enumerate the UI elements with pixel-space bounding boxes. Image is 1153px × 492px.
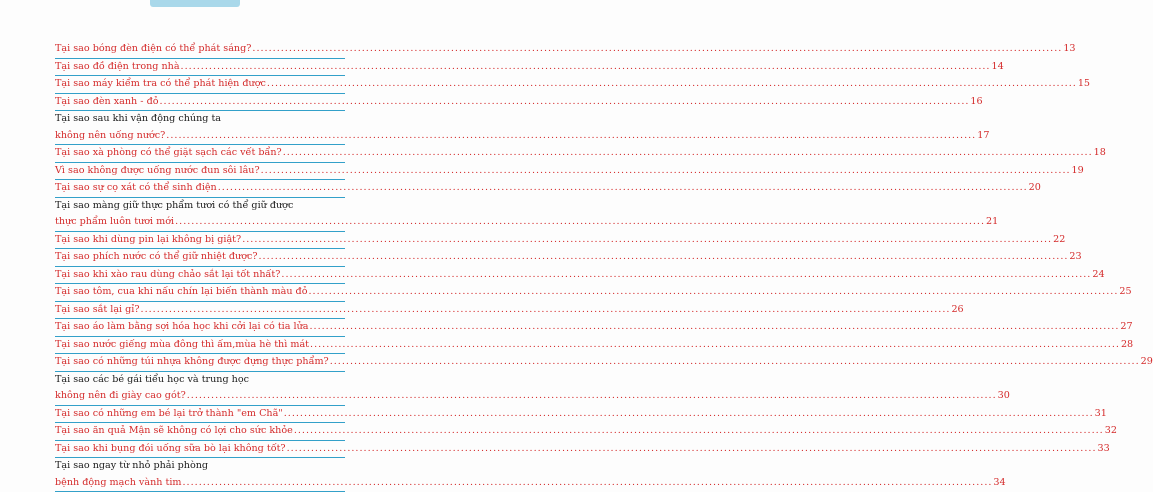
- toc-entry-title: không nên đi giày cao gót?: [55, 390, 186, 401]
- toc-page-number: 13: [1063, 43, 1076, 54]
- dot-leader: ........................................................................................................................................................................................................: [308, 286, 1119, 297]
- toc-entry[interactable]: [55, 232, 1066, 250]
- toc-page-number: 25: [1119, 286, 1132, 297]
- dot-leader: ........................................................................................................................................................................................................: [166, 129, 977, 141]
- toc-entry-title: Tại sao đèn xanh - đỏ: [55, 95, 159, 107]
- dot-leader: ........................................................................................................................................................................................................: [293, 425, 1104, 436]
- toc-page-number: 26: [951, 303, 964, 315]
- toc-entry[interactable]: [55, 458, 1006, 492]
- top-tab: [150, 0, 240, 7]
- toc-page-number: 29: [1140, 356, 1153, 367]
- toc-page-number: 30: [997, 390, 1010, 401]
- toc-entry-title: Tại sao bóng đèn điện có thể phát sáng?: [55, 43, 252, 54]
- toc-page-number: 15: [1077, 78, 1091, 89]
- dot-leader: ........................................................................................................................................................................................................: [182, 476, 993, 488]
- toc-page-number: 19: [1071, 164, 1084, 176]
- toc-entry-title: bệnh động mạch vành tim: [55, 476, 182, 488]
- dot-leader: ........................................................................................................................................................................................................: [283, 407, 1094, 419]
- dot-leader: ........................................................................................................................................................................................................: [266, 78, 1077, 89]
- toc-page-number: 33: [1097, 442, 1110, 454]
- toc-entry[interactable]: [55, 423, 1117, 441]
- toc-page-number: 17: [977, 129, 990, 141]
- toc-entry[interactable]: [55, 59, 1004, 77]
- toc-entry[interactable]: [55, 111, 990, 145]
- table-of-contents: [55, 41, 1153, 492]
- dot-leader: ........................................................................................................................................................................................................: [180, 60, 991, 72]
- toc-page-number: 20: [1028, 182, 1041, 193]
- toc-entry-title: Tại sao sắt lại gỉ?: [55, 303, 140, 315]
- toc-entry-title: Tại sao sau khi vận động chúng ta: [55, 113, 222, 124]
- toc-entry[interactable]: [55, 354, 1153, 372]
- toc-entry-title: Tại sao xà phòng có thể giặt sạch các vết bẩn?: [55, 147, 282, 158]
- dot-leader: ........................................................................................................................................................................................................: [260, 164, 1071, 176]
- toc-page-number: 24: [1092, 268, 1105, 280]
- dot-leader: ........................................................................................................................................................................................................: [186, 390, 997, 401]
- dot-leader: ........................................................................................................................................................................................................: [286, 442, 1097, 454]
- toc-entry-title: Tại sao áo làm bằng sợi hóa học khi cởi lại có tia lửa: [55, 321, 309, 332]
- dot-leader: ........................................................................................................................................................................................................: [258, 251, 1069, 262]
- dot-leader: ........................................................................................................................................................................................................: [310, 338, 1120, 350]
- dot-leader: ........................................................................................................................................................................................................: [217, 182, 1028, 193]
- toc-entry-title: Tại sao phích nước có thể giữ nhiệt được?: [55, 251, 258, 262]
- toc-page-number: 27: [1120, 321, 1133, 332]
- toc-entry-title: Tại sao nước giếng mùa đông thì ấm,mùa hè thì mát: [55, 338, 310, 350]
- toc-entry-title: Tại sao có những em bé lại trở thành "em Chã": [55, 407, 283, 419]
- toc-entry-title: Tại sao tôm, cua khi nấu chín lại biến thành màu đỏ: [55, 286, 308, 297]
- toc-page-number: 21: [986, 216, 999, 227]
- toc-entry-title: Tại sao có những túi nhựa không được đựng thực phẩm?: [55, 356, 329, 367]
- toc-entry[interactable]: [55, 180, 1041, 198]
- toc-page-number: 28: [1120, 338, 1134, 350]
- toc-entry-title: Tại sao ăn quả Mận sẽ không có lợi cho sức khỏe: [55, 425, 293, 436]
- toc-entry[interactable]: [55, 441, 1110, 459]
- toc-entry[interactable]: [55, 284, 1132, 302]
- toc-entry[interactable]: [55, 163, 1084, 181]
- toc-page-number: 14: [991, 60, 1004, 72]
- toc-entry-title: Tại sao ngay từ nhỏ phải phòng: [55, 460, 209, 471]
- toc-entry[interactable]: [55, 267, 1105, 285]
- dot-leader: ........................................................................................................................................................................................................: [329, 356, 1140, 367]
- toc-entry-title: không nên uống nước?: [55, 129, 166, 141]
- toc-entry[interactable]: [55, 145, 1106, 163]
- dot-leader: ........................................................................................................................................................................................................: [252, 43, 1063, 54]
- dot-leader: ........................................................................................................................................................................................................: [309, 321, 1120, 332]
- toc-page-number: 34: [993, 476, 1006, 488]
- toc-entry-title: Tại sao các bé gái tiểu học và trung học: [55, 373, 250, 385]
- toc-page-number: 22: [1053, 233, 1066, 245]
- toc-page-number: 18: [1093, 147, 1106, 158]
- toc-entry-title: Vì sao không được uống nước đun sôi lâu?: [55, 164, 260, 176]
- toc-entry[interactable]: [55, 41, 1076, 59]
- dot-leader: ........................................................................................................................................................................................................: [140, 303, 951, 315]
- toc-entry-title: thực phẩm luôn tươi mới: [55, 216, 175, 227]
- toc-entry[interactable]: [55, 94, 983, 112]
- toc-page-number: 16: [970, 95, 983, 107]
- toc-entry[interactable]: [55, 302, 964, 320]
- toc-entry[interactable]: [55, 406, 1107, 424]
- dot-leader: ........................................................................................................................................................................................................: [281, 268, 1092, 280]
- toc-entry[interactable]: [55, 372, 1010, 406]
- toc-entry[interactable]: [55, 198, 999, 232]
- toc-page-number: 31: [1094, 407, 1107, 419]
- dot-leader: ........................................................................................................................................................................................................: [282, 147, 1093, 158]
- toc-entry-title: Tại sao đồ điện trong nhà: [55, 60, 180, 72]
- dot-leader: ........................................................................................................................................................................................................: [242, 233, 1053, 245]
- toc-entry-title: Tại sao màng giữ thực phẩm tươi có thể giữ được: [55, 199, 294, 211]
- dot-leader: ........................................................................................................................................................................................................: [159, 95, 970, 107]
- toc-entry[interactable]: [55, 337, 1134, 355]
- toc-page-number: 23: [1069, 251, 1082, 262]
- toc-entry-title: Tại sao khi dùng pin lại không bị giật?: [55, 233, 242, 245]
- toc-entry-title: Tại sao sự cọ xát có thể sinh điện: [55, 182, 217, 193]
- dot-leader: ........................................................................................................................................................................................................: [175, 216, 986, 227]
- toc-entry[interactable]: [55, 76, 1091, 94]
- toc-page-number: 32: [1104, 425, 1117, 436]
- toc-entry-title: Tại sao khi xào rau dùng chảo sắt lại tốt nhất?: [55, 268, 281, 280]
- toc-entry-title: Tại sao máy kiểm tra có thể phát hiện được: [55, 78, 266, 89]
- toc-entry[interactable]: [55, 249, 1082, 267]
- toc-entry-title: Tại sao khi bụng đói uống sữa bò lại không tốt?: [55, 442, 286, 454]
- toc-entry[interactable]: [55, 319, 1133, 337]
